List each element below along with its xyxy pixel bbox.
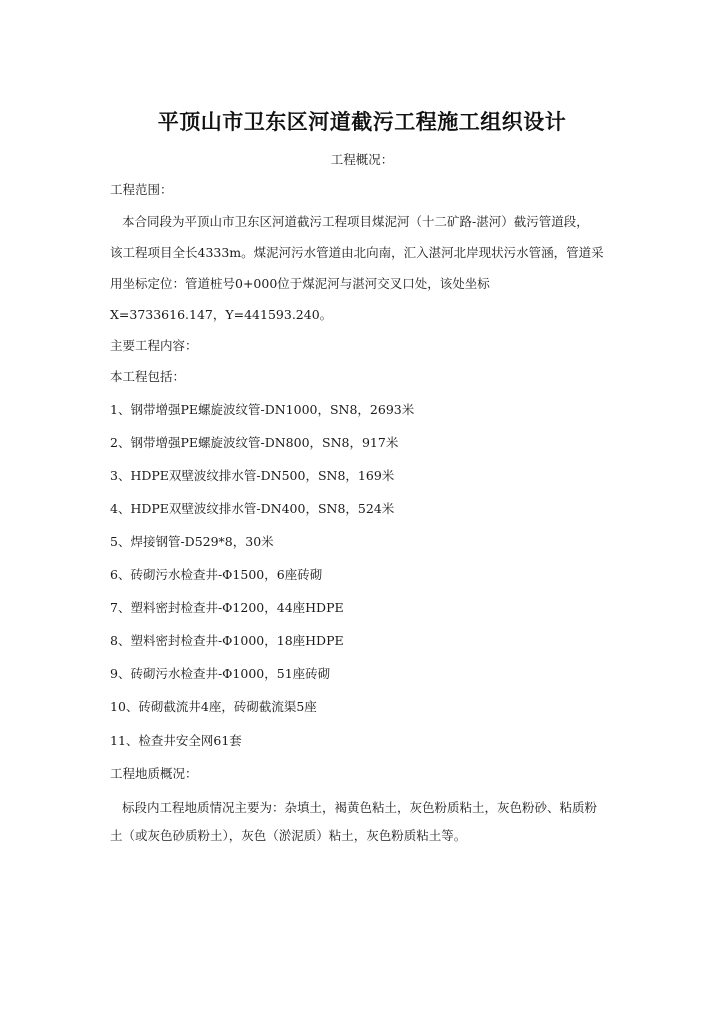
scope-line-2: 该工程项目全长4333m。煤泥河污水管道由北向南，汇入湛河北岸现状污水管涵，管道采 — [110, 245, 604, 260]
list-item: 5、焊接钢管-D529*8，30米 — [110, 534, 274, 549]
list-item: 10、砖砌截流井4座，砖砌截流渠5座 — [110, 699, 317, 714]
list-item: 9、砖砌污水检查井-Φ1000，51座砖砌 — [110, 666, 331, 681]
overview-heading: 工程概况： — [330, 152, 394, 167]
geology-line-1: 标段内工程地质情况主要为：杂填土，褐黄色粘土，灰色粉质粘土，灰色粉砂、粘质粉 — [122, 800, 598, 815]
geology-heading: 工程地质概况： — [110, 766, 198, 781]
list-item: 8、塑料密封检查井-Φ1000，18座HDPE — [110, 633, 344, 648]
list-item: 2、钢带增强PE螺旋波纹管-DN800，SN8，917米 — [110, 435, 399, 450]
scope-line-4: X=3733616.147，Y=441593.240。 — [110, 307, 333, 322]
list-item: 11、检查井安全网61套 — [110, 733, 242, 748]
list-item: 6、砖砌污水检查井-Φ1500，6座砖砌 — [110, 567, 323, 582]
includes-heading: 本工程包括： — [110, 369, 186, 384]
scope-heading: 工程范围： — [110, 182, 173, 197]
list-item: 7、塑料密封检查井-Φ1200，44座HDPE — [110, 600, 344, 615]
scope-line-1: 本合同段为平顶山市卫东区河道截污工程项目煤泥河（十二矿路-湛河）截污管道段， — [122, 214, 589, 229]
content-heading: 主要工程内容： — [110, 338, 198, 353]
scope-line-3: 用坐标定位：管道桩号0+000位于煤泥河与湛河交叉口处，该处坐标 — [110, 276, 490, 291]
list-item: 1、钢带增强PE螺旋波纹管-DN1000，SN8，2693米 — [110, 402, 415, 417]
geology-line-2: 土（或灰色砂质粉土），灰色（淤泥质）粘土，灰色粉质粘土等。 — [110, 828, 467, 843]
document-title: 平顶山市卫东区河道截污工程施工组织设计 — [157, 109, 567, 134]
list-item: 4、HDPE双壁波纹排水管-DN400，SN8，524米 — [110, 501, 395, 516]
list-item: 3、HDPE双壁波纹排水管-DN500，SN8，169米 — [110, 468, 395, 483]
